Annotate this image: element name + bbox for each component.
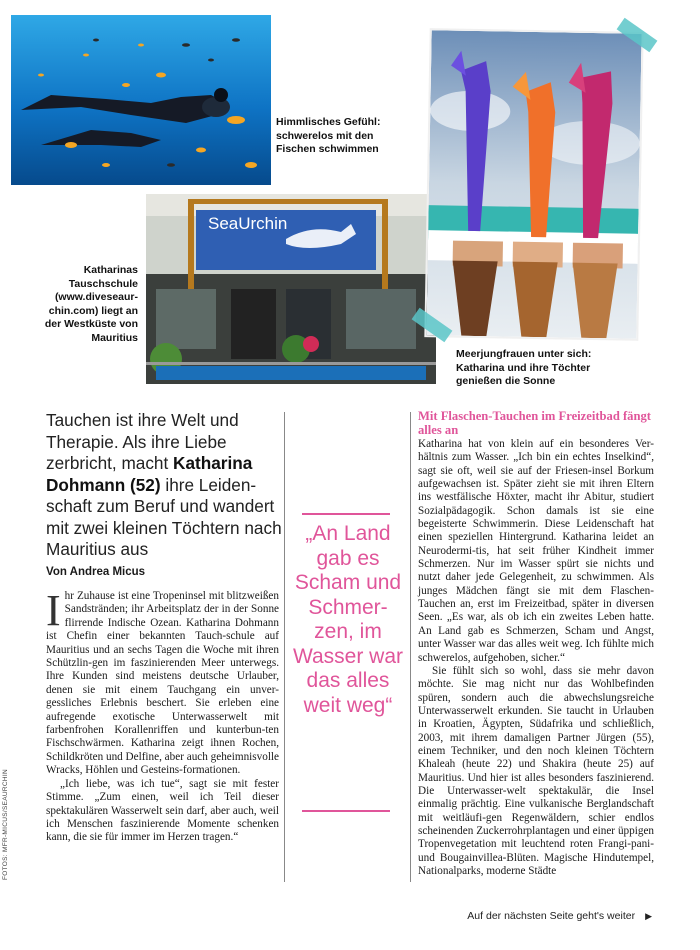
diver-caption: Himmlisches Gefühl: schwerelos mit den Fischen schwimmen <box>276 116 381 155</box>
shop-sign-label: SeaUrchin <box>208 214 288 233</box>
intro-text-1: Tauchen ist ihre Welt und Therapie. Als ihre Liebe zerbricht, macht <box>46 410 239 473</box>
quote-line-top <box>302 513 390 515</box>
column-divider-right <box>410 412 411 882</box>
mermaid-caption: Meerjungfrauen unter sich: Katharina und ihre Töchter genießen die Sonne <box>456 348 592 387</box>
intro-teaser <box>46 410 284 561</box>
column-3 <box>418 438 654 878</box>
byline: Von Andrea Micus <box>46 566 146 578</box>
dive-school-photo <box>146 194 436 384</box>
drop-cap: I <box>46 586 61 635</box>
col3-paragraph-2: Sie fühlt sich so wohl, dass sie mehr davon möchte. Sie mag nicht nur das Wohlbefinden spüren, sondern auch die abwechslungsreiche Unterwasserwelt erkunden. Sie taucht in Urlauben in Kroatien, Ägypten, Südafrika und schließlich, 2003, mit ihrem damaligen Partner Jürgen (55), einem Techniker, und den noch kleinen Töchtern Khaleah (heute 22) und Shakira (heute 25) auf Mauritius. Und hier ist alles besonders faszinierend. Die Unterwasser-welt spektakulär, die Insel einmalig prächtig. Eine vulkanische Berglandschaft mit weitläufi-gen Regenwäldern, schier endlos scheinenden Zuckerrohrplantagen und einer üppigen Tropenvegetation mit leuchtend roten Frangi-pani- und Bougainvillea-Blüten. Magische Hindutempel, Nationalparks, moderne Städte <box>418 664 654 877</box>
arrow-right-icon: ▶ <box>645 911 652 921</box>
col3-paragraph-1: Katharina hat von klein auf ein besonderes Ver-hältnis zum Wasser. „Ich bin ein echtes Inselkind“, sagt sie oft, weil sie auf der Friesen-insel Borkum aufgewachsen ist. Später zieht sie mit ihren Eltern ins westfälische Höxter, macht ihr Abitur, studiert Sozialpädagogik. Schon damals ist sie eine begeisterte Schwimmerin. Diese Leidenschaft hat einen speziellen Hintergrund. Katharina leidet an Neurodermi-tis, hat seit früher Kindheit immer Schmerzen. Nur im Wasser spürt sie nichts und nutzt daher jede Gelegenheit, zu schwimmen. Als junges Mädchen fängt sie mit dem Flaschen-Tauchen an, erst im Freizeitbad, später in diversen Seen. „Es war, als ob ich ein zweites Leben hatte. An Land gab es Schmerzen, Scham und Angst, unter Wasser war das alles weit weg. Ich fühlte mich schwerelos, aufgehoben, sicher.“ <box>418 438 654 664</box>
continue-note <box>467 910 652 922</box>
pull-quote: „An Land gab es Scham und Schmer-zen, im Wasser war das alles weit weg“ <box>292 522 404 717</box>
intro-text-2: ihre Leiden-schaft zum Beruf und wandert mit zwei kleinen Töchtern nach Mauritius aus <box>46 474 282 559</box>
col1-paragraph-1: hr Zuhause ist eine Tropeninsel mit blitzweißen Sandstränden; ihr Arbeitsplatz der in der Sonne flirrende Indische Ozean. Katharina Dohmann ist Chefin einer bekannten Tauch-schule auf Mauritius und an sechs Tagen die Woche mit ihren Schützlin-gen im faszinierenden Meer unterwegs. Ihre Kunden sind meistens deutsche Urlauber, denen sie mit einem Tauchgang ein unver-gessliches Erlebnis beschert. Sie erleben eine aufregende exotische Unterwasserwelt mit farbenfrohen Korallenriffen und kunterbun-ten Fischschwärmen. Katharina zeigt ihnen Rochen, Schildkröten und Delfine, aber auch geheimnisvolle Wracks, Höhlen und Gesteins-formationen. <box>46 590 280 777</box>
col1-paragraph-2: „Ich liebe, was ich tue“, sagt sie mit fester Stimme. „Zum einen, weil ich Teil dieser spektakulären Wasserwelt sein darf, aber auch, weil ich Menschen faszinierende Momente schenken kann, die sie für immer im Herzen tragen.“ <box>46 777 279 844</box>
section-heading: Mit Flaschen-Tauchen im Freizeitbad fängt alles an <box>418 409 651 437</box>
intro-name: Katharina Dohmann (52) <box>46 453 253 495</box>
continue-text: Auf der nächsten Seite geht's weiter <box>467 910 636 922</box>
quote-line-bottom <box>302 810 390 812</box>
diver-photo <box>11 15 271 185</box>
photo-credit: FOTOS: MFR-MICUS/SEAURCHIN <box>2 769 9 880</box>
dive-school-caption: Katharinas Tauschschule (www.diveseaur-chin.com) liegt an der Westküste von Mauritius <box>44 264 138 344</box>
column-divider-left <box>284 412 285 882</box>
mermaid-photo <box>424 28 643 341</box>
column-1 <box>46 586 280 845</box>
